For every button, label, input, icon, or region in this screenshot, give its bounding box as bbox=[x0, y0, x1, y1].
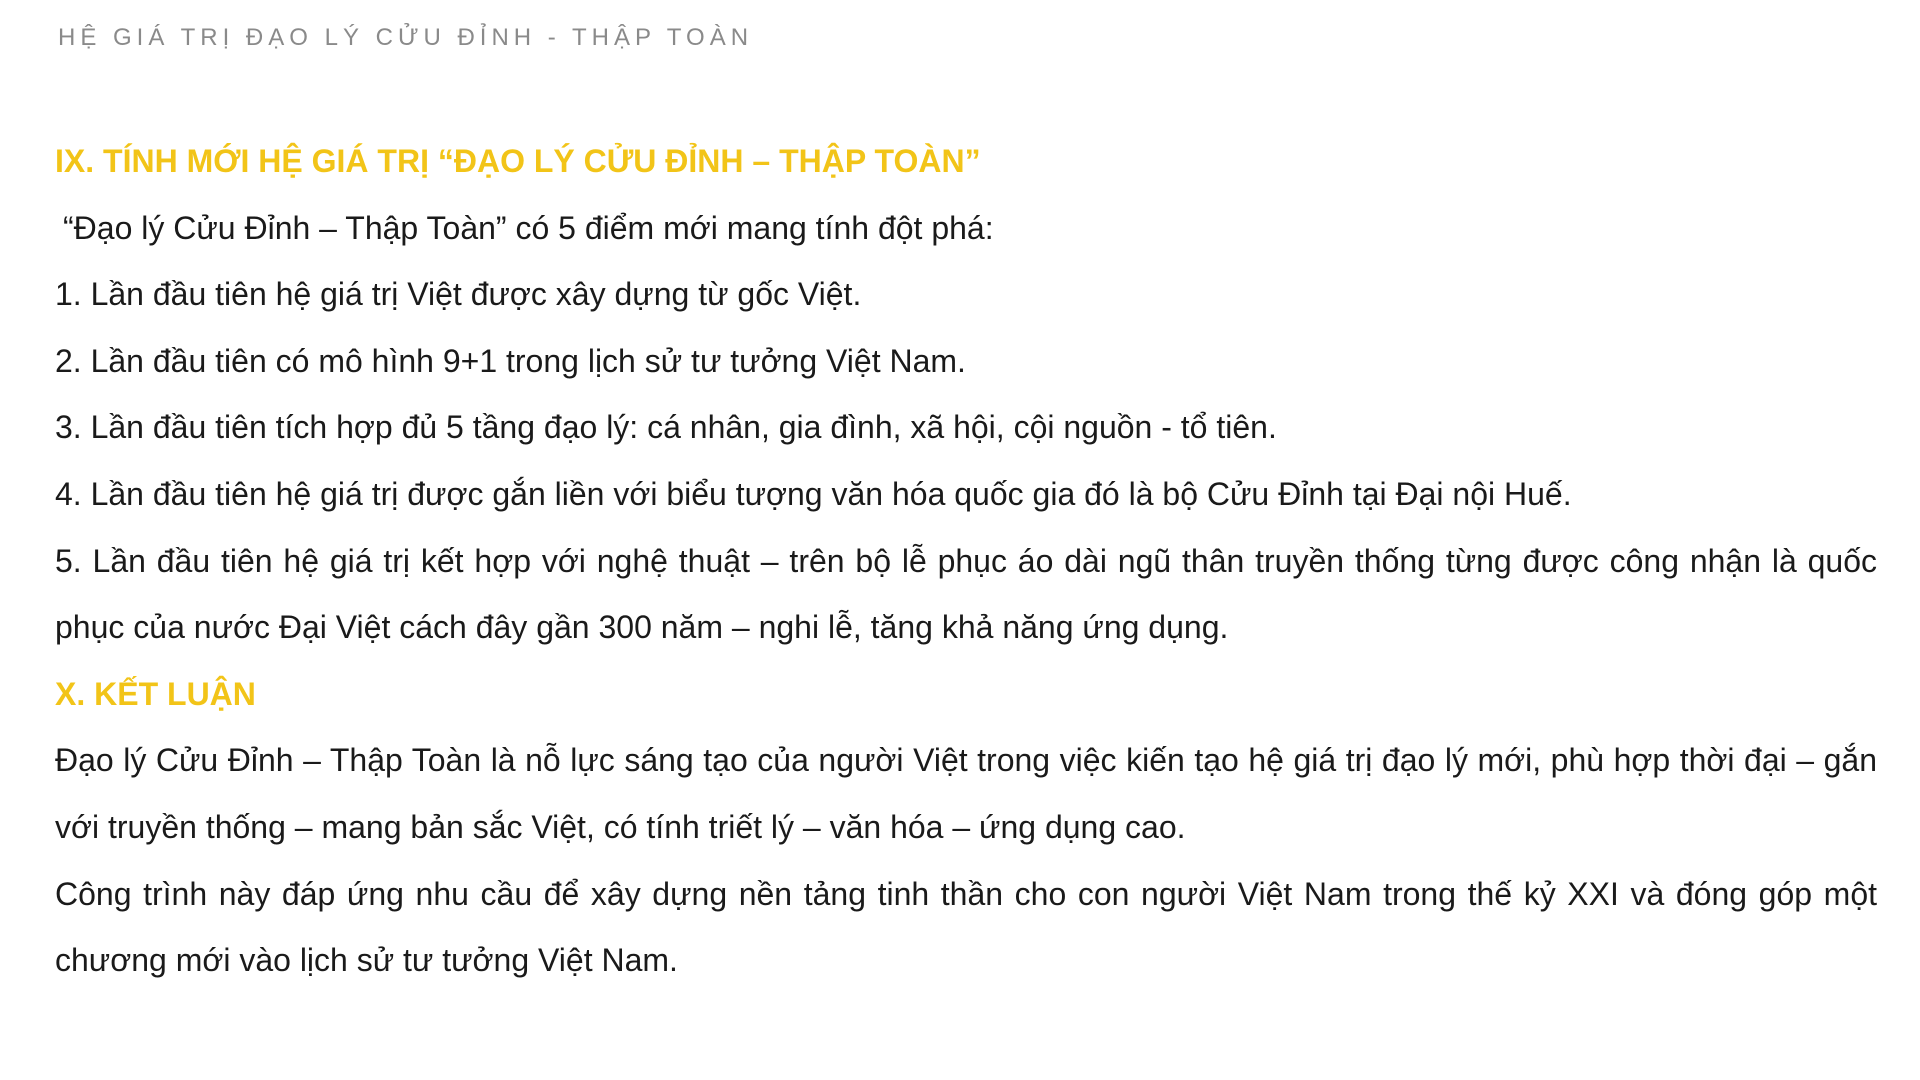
novelty-item-4: 4. Lần đầu tiên hệ giá trị được gắn liền với biểu tượng văn hóa quốc gia đó là bộ Cửu Đỉnh tại Đại nội Huế. bbox=[55, 475, 1572, 512]
novelty-item-1: 1. Lần đầu tiên hệ giá trị Việt được xây dựng từ gốc Việt. bbox=[55, 276, 862, 313]
novelty-item-5: 5. Lần đầu tiên hệ giá trị kết hợp với nghệ thuật – trên bộ lễ phục áo dài ngũ thân truyền thống từng được công nhận là quốc phục của nước Đại Việt cách đây gần 300 năm – nghi lễ, tăng khả năng ứng dụng. bbox=[55, 542, 1877, 646]
novelty-item-3: 3. Lần đầu tiên tích hợp đủ 5 tầng đạo lý: cá nhân, gia đình, xã hội, cội nguồn - tổ tiên. bbox=[55, 409, 1277, 446]
slide-content bbox=[55, 128, 1877, 994]
conclusion-paragraph-1: Đạo lý Cửu Đỉnh – Thập Toàn là nỗ lực sáng tạo của người Việt trong việc kiến tạo hệ giá trị đạo lý mới, phù hợp thời đại – gắn với truyền thống – mang bản sắc Việt, có tính triết lý – văn hóa – ứng dụng cao. bbox=[55, 742, 1877, 845]
novelty-item-2: 2. Lần đầu tiên có mô hình 9+1 trong lịch sử tư tưởng Việt Nam. bbox=[55, 342, 966, 379]
section-heading-conclusion: X. KẾT LUẬN bbox=[55, 675, 256, 712]
novelty-intro: “Đạo lý Cửu Đỉnh – Thập Toàn” có 5 điểm mới mang tính đột phá: bbox=[63, 209, 994, 246]
slide-header-title: HỆ GIÁ TRỊ ĐẠO LÝ CỬU ĐỈNH - THẬP TOÀN bbox=[58, 24, 754, 51]
section-heading-novelty: IX. TÍNH MỚI HỆ GIÁ TRỊ “ĐẠO LÝ CỬU ĐỈNH – THẬP TOÀN” bbox=[55, 143, 981, 179]
conclusion-paragraph-2: Công trình này đáp ứng nhu cầu để xây dựng nền tảng tinh thần cho con người Việt Nam trong thế kỷ XXI và đóng góp một chương mới vào lịch sử tư tưởng Việt Nam. bbox=[55, 875, 1877, 979]
